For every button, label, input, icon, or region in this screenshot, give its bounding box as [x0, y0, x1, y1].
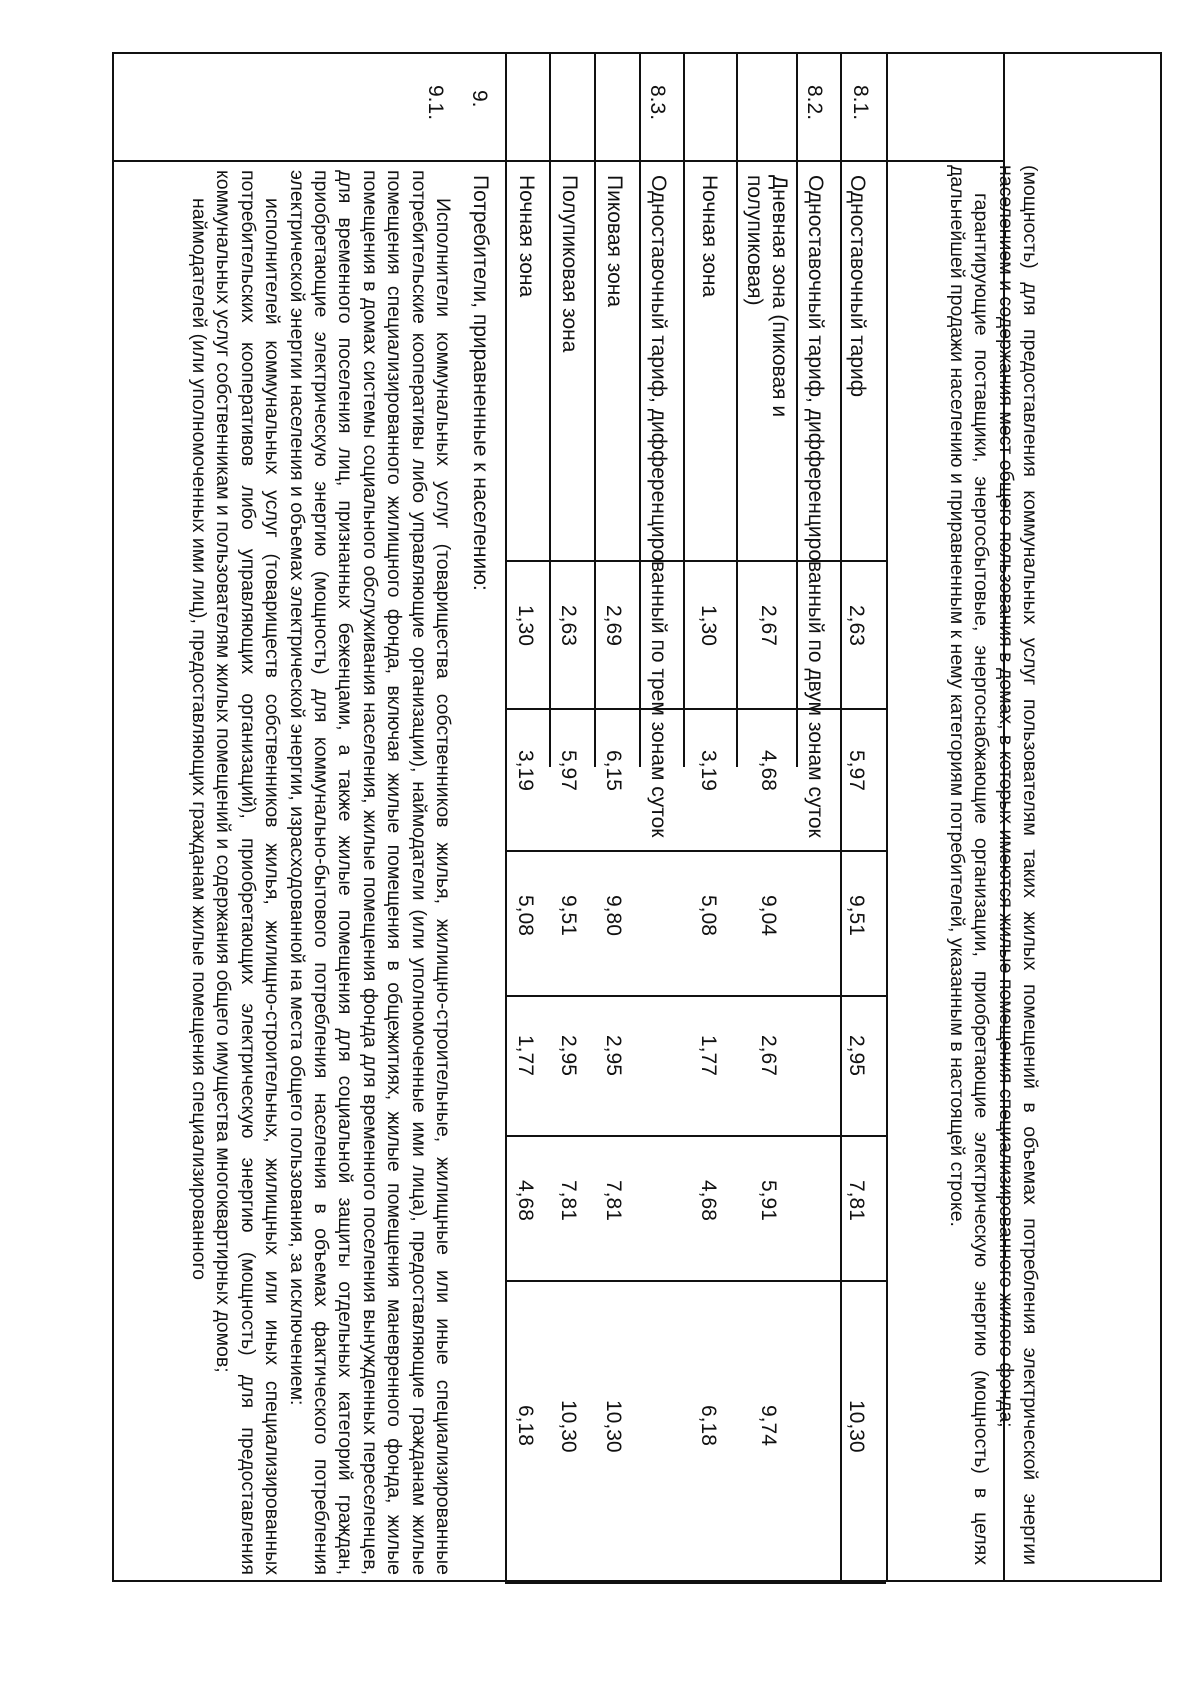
section-9-1-text	[187, 170, 455, 1575]
value-cell: 5,91	[757, 1180, 780, 1221]
row-divider	[505, 52, 507, 1582]
value-cell: 2,67	[757, 1035, 780, 1076]
value-cell: 5,97	[845, 750, 868, 791]
row-label: Пиковая зона	[603, 175, 626, 308]
value-cell: 10,30	[557, 1400, 580, 1453]
column-divider	[505, 1280, 886, 1282]
row-label: Потребители, приравненные к населению:	[469, 175, 492, 591]
value-cell: 10,30	[602, 1400, 625, 1453]
section-9-1-paragraph-1: Исполнители коммунальных услуг (товарищества собственников жилья, жилищно-строительные, жилищные или иные специализированные потребительские кооперативы либо управляющие организации), наймодатели (или уполномоченные ими лица), предоставляющие гражданам жилые помещения специализированного жилищного фонда, включая жилые помещения в общежитиях, жилые помещения маневренного фонда, жилые помещения в домах системы социального обслуживания населения, жилые помещения фонда для временного поселения вынужденных переселенцев, для временного поселения лиц, признанных беженцами, а также жилые помещения для социальной защиты отдельных категорий граждан, приобретающие электрическую энергию (мощность) для коммунально-бытового потребления населения в объемах фактического потребления электрической энергии населения и объемах электрической энергии, израсходованной на места общего пользования, за исключением:	[285, 170, 454, 1575]
section-9-1-paragraph-3: наймодателей (или уполномоченных ими лиц), предоставляющих гражданам жилые помещения специализированного	[187, 198, 210, 1281]
column-divider	[112, 160, 1003, 162]
value-cell: 9,74	[757, 1405, 780, 1446]
value-cell: 2,63	[845, 605, 868, 646]
value-cell: 9,51	[557, 895, 580, 936]
row-number: 8.3.	[646, 85, 669, 121]
value-cell: 6,15	[602, 750, 625, 791]
section-9-1-paragraph-2: исполнителей коммунальных услуг (товариществ собственников жилья, жилищно-строительных, жилищных или иных специализированных потребительских кооперативов либо управляющих организаций), приобретающих электрическую энергию (мощность) для предоставления коммунальных услуг собственникам и пользователям жилых помещений и содержания общего имущества многоквартирных домов;	[212, 170, 284, 1575]
intro-text	[944, 165, 1042, 1565]
value-cell: 4,68	[514, 1180, 537, 1221]
value-cell: 2,95	[602, 1035, 625, 1076]
value-cell: 3,19	[514, 750, 537, 791]
row-number: 9.	[468, 90, 491, 108]
row-label: Полупиковая зона	[558, 175, 581, 353]
value-cell: 1,77	[514, 1035, 537, 1076]
column-divider	[505, 995, 886, 997]
row-label: Одноставочный тариф	[846, 175, 869, 398]
value-cell: 2,95	[557, 1035, 580, 1076]
row-number: 8.1.	[849, 85, 872, 121]
row-label: Одноставочный тариф, дифференцированный по двум зонам суток	[804, 175, 827, 838]
value-cell: 4,68	[757, 750, 780, 791]
column-divider	[505, 560, 886, 562]
intro-paragraph-1: (мощность) для предоставления коммунальных услуг пользователям таких жилых помещений в объемах потребления электрической энергии населением и содержания мест общего пользования в домах, в которых имеются жилые помещения специализированного жилого фонда;	[994, 165, 1041, 1565]
value-cell: 1,30	[697, 605, 720, 646]
column-divider	[505, 850, 886, 852]
value-cell: 7,81	[557, 1180, 580, 1221]
row-number: 9.1.	[424, 85, 447, 121]
row-divider	[886, 52, 888, 1582]
row-label: полупиковая)	[743, 175, 766, 306]
value-cell: 9,04	[757, 895, 780, 936]
row-number: 8.2.	[803, 85, 826, 121]
row-divider	[840, 52, 842, 1582]
value-cell: 7,81	[845, 1180, 868, 1221]
row-label	[769, 175, 790, 555]
value-cell: 2,63	[557, 605, 580, 646]
value-cell: 9,80	[602, 895, 625, 936]
value-cell: 5,08	[697, 895, 720, 936]
column-divider	[505, 708, 886, 710]
value-cell: 6,18	[697, 1405, 720, 1446]
value-cell: 7,81	[602, 1180, 625, 1221]
value-cell: 5,08	[514, 895, 537, 936]
value-cell: 10,30	[845, 1400, 868, 1453]
intro-paragraph-2: гарантирующие поставщики, энергосбытовые, энергоснабжающие организации, приобретающие электрическую энергию (мощность) в целях дальнейшей продажи населению и приравненным к нему категориям потребителей, указанным в настоящей строке.	[945, 165, 993, 1565]
value-cell: 5,97	[557, 750, 580, 791]
row-label: Ночная зона	[698, 175, 721, 298]
value-cell: 2,69	[602, 605, 625, 646]
value-cell: 4,68	[697, 1180, 720, 1221]
row-label: Ночная зона	[515, 175, 538, 298]
column-divider	[505, 1135, 886, 1137]
value-cell: 9,51	[845, 895, 868, 936]
value-cell: 6,18	[514, 1405, 537, 1446]
value-cell: 3,19	[697, 750, 720, 791]
value-cell: 2,95	[845, 1035, 868, 1076]
value-cell: 1,77	[697, 1035, 720, 1076]
value-cell: 1,30	[514, 605, 537, 646]
value-cell: 2,67	[757, 605, 780, 646]
row-label: Одноставочный тариф, дифференцированный по трем зонам суток	[647, 175, 670, 838]
column-divider	[505, 1582, 886, 1584]
row-label-line: Дневная зона (пиковая и	[768, 175, 791, 418]
